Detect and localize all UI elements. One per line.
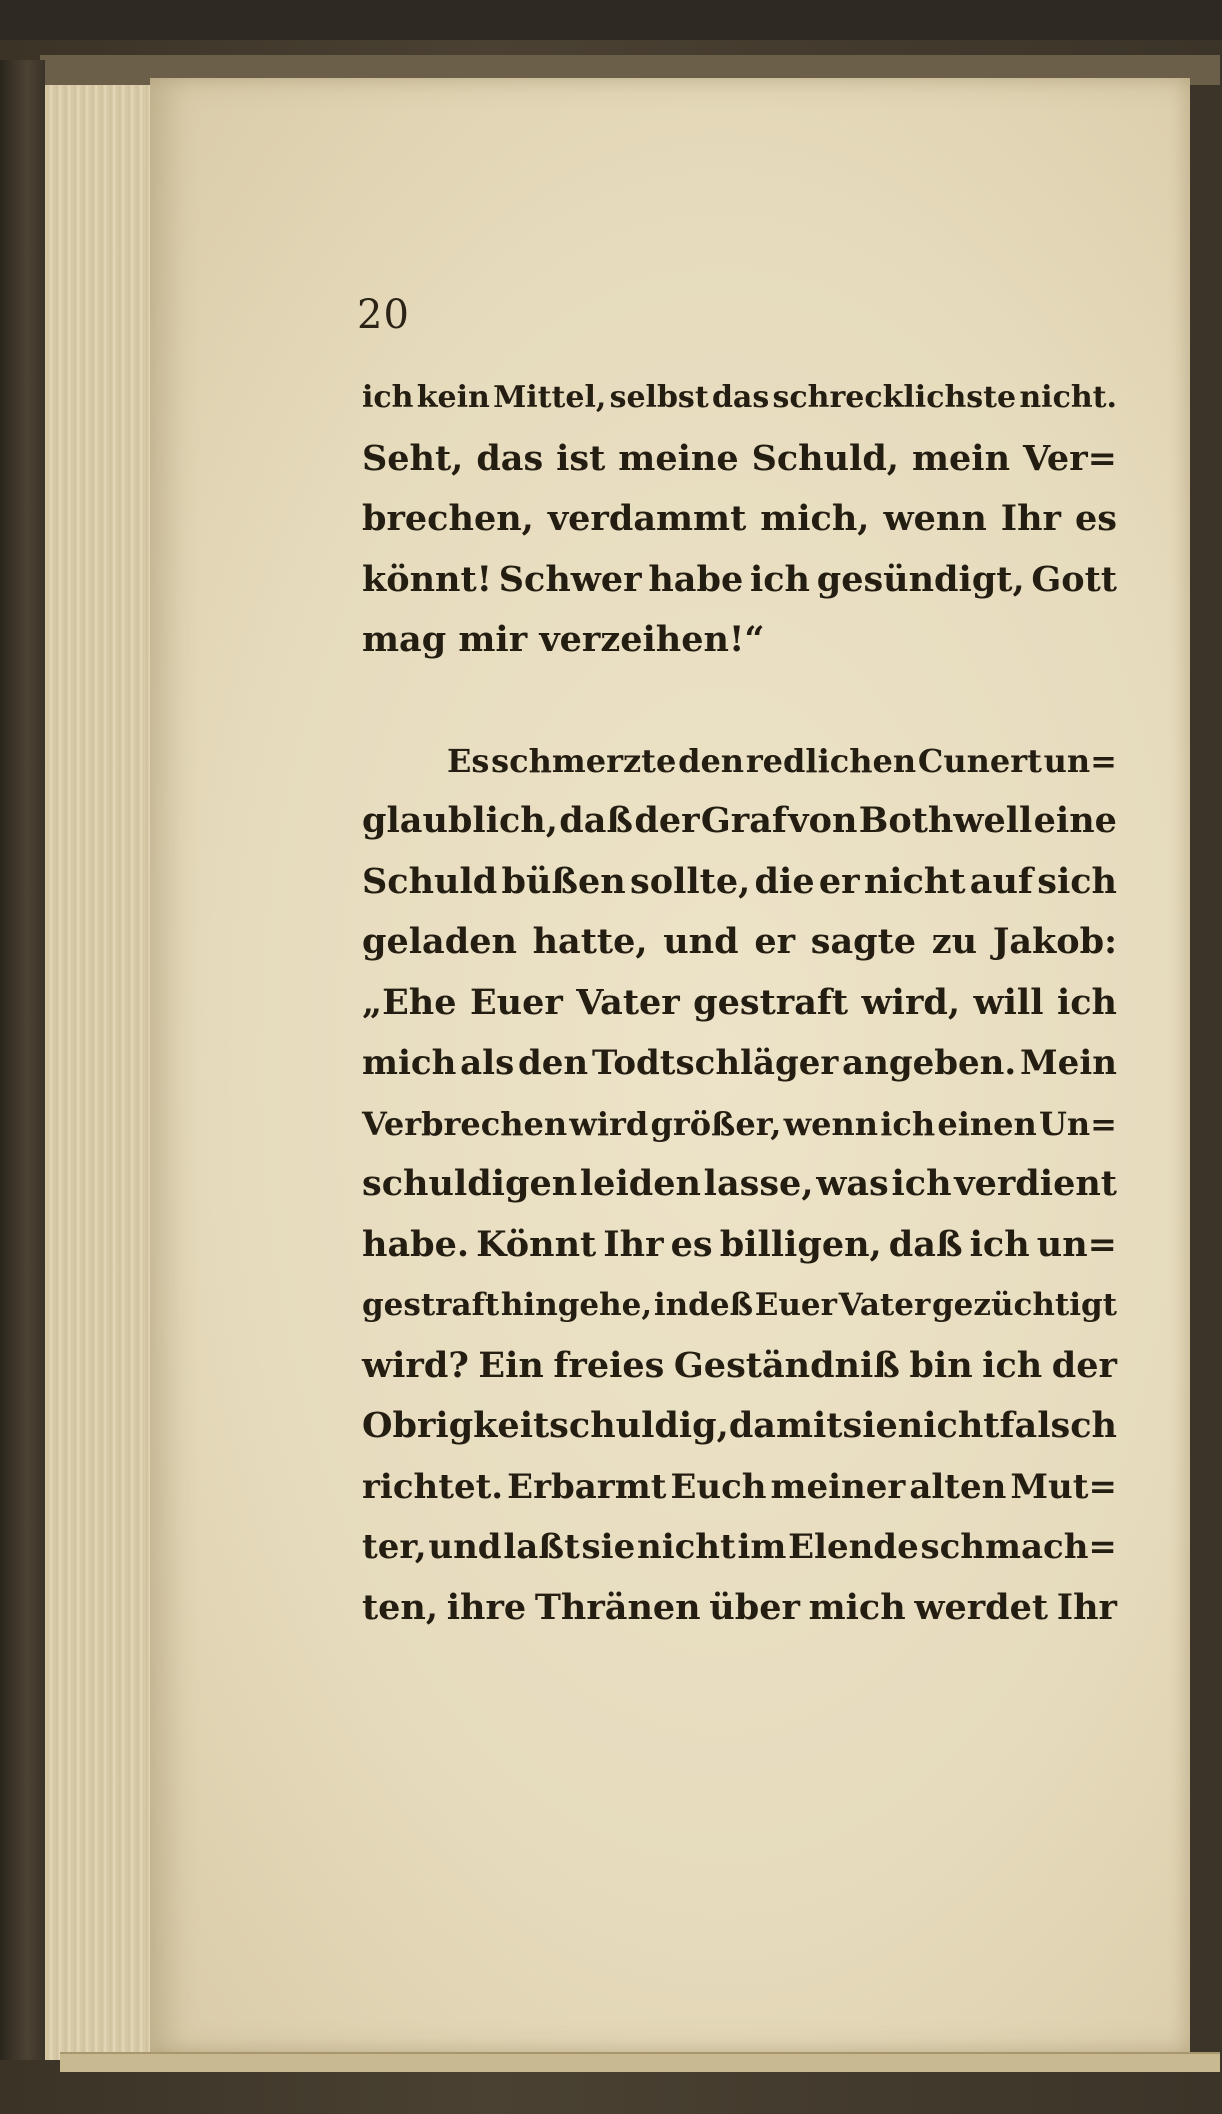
word: der [1051, 1344, 1117, 1386]
text-line [362, 912, 1117, 973]
text-line [362, 1396, 1117, 1457]
word: ihre [446, 1586, 527, 1628]
word: und [663, 921, 739, 962]
word: Erbarmt [507, 1466, 667, 1507]
word: er [818, 860, 860, 902]
word: billigen, [719, 1223, 882, 1265]
word: kein [416, 380, 490, 415]
word: und [428, 1527, 502, 1567]
word: nicht [636, 1527, 736, 1567]
text-line: mag mir verzeihen!“ [362, 619, 765, 660]
word: Könnt [476, 1223, 597, 1265]
word: ter, [362, 1527, 427, 1567]
word: ich [749, 558, 810, 600]
page-bottom-edge [60, 2052, 1220, 2072]
word: nicht [897, 1405, 1000, 1446]
word: un= [1043, 741, 1117, 780]
word: brechen, [362, 498, 534, 539]
text-line [362, 368, 1117, 429]
word: wird? [362, 1344, 469, 1386]
word: das [476, 437, 544, 479]
word: Todtschläger [591, 1043, 839, 1083]
word: un= [1036, 1223, 1117, 1265]
word: Euer [469, 981, 563, 1023]
word: könnt! [362, 558, 493, 600]
word: daß [888, 1223, 963, 1265]
page-number: 20 [357, 292, 410, 338]
paragraph-gap [362, 671, 1117, 731]
text-line [362, 1457, 1117, 1518]
word: sie [581, 1527, 636, 1567]
text-line [362, 1215, 1117, 1276]
word: schuldigen [362, 1163, 578, 1204]
word: ich [969, 1223, 1030, 1265]
word: Es [447, 741, 490, 780]
word: der [634, 800, 700, 841]
word: schrecklichste [772, 380, 1017, 415]
word: habe. [362, 1223, 470, 1265]
word: Ver= [1022, 437, 1117, 479]
word: eine [1033, 800, 1117, 841]
word: angeben. [842, 1043, 1017, 1083]
word: wird [569, 1104, 649, 1143]
word: werdet [914, 1586, 1049, 1628]
word: Schuld, [751, 437, 899, 479]
word: will [973, 981, 1044, 1023]
word: Elende [788, 1527, 919, 1567]
word: „Ehe [362, 981, 457, 1023]
word: Mein [1020, 1043, 1117, 1083]
word: über [709, 1586, 800, 1628]
text-line [362, 1033, 1117, 1094]
text-line [362, 791, 1117, 852]
word: Obrigkeit [362, 1405, 550, 1446]
word: von [788, 800, 858, 841]
word: sagte [810, 921, 917, 962]
text-line [362, 1517, 1117, 1578]
word: Mut= [1010, 1466, 1117, 1507]
word: wenn [883, 498, 987, 539]
word: Un= [1039, 1104, 1117, 1143]
word: freies [553, 1344, 665, 1386]
word: wenn [783, 1104, 879, 1143]
page-text [362, 368, 1117, 1638]
book-spine [0, 60, 45, 2060]
text-line [362, 550, 1117, 611]
text-line [362, 429, 1117, 490]
word: büßen [501, 860, 626, 902]
text-line [362, 1275, 1117, 1336]
word: den [518, 1043, 589, 1083]
word: lasse, [703, 1163, 814, 1204]
word: gestraft [693, 981, 849, 1023]
word: als [460, 1043, 515, 1083]
page-edges [45, 85, 167, 2060]
word: schmach= [920, 1527, 1117, 1567]
word: auf [969, 860, 1033, 902]
word: einen [937, 1104, 1037, 1143]
word: Verbrechen [362, 1104, 568, 1143]
word: mich [808, 1586, 906, 1628]
word: sollte, [630, 860, 751, 902]
text-line [362, 973, 1117, 1034]
word: mich [362, 1043, 457, 1083]
word: Ihr [1000, 498, 1061, 539]
word: gesündigt, [816, 558, 1025, 600]
word: Ein [478, 1344, 544, 1386]
paragraph-1 [362, 368, 1117, 671]
word: richtet. [362, 1466, 504, 1507]
word: selbst [609, 380, 709, 415]
word: gestraft [362, 1287, 500, 1323]
word: meine [618, 437, 739, 479]
word: schuldig, [549, 1405, 729, 1446]
word: hatte, [532, 921, 648, 962]
word: Mittel, [493, 380, 607, 415]
word: ich [982, 1344, 1043, 1386]
word: Gott [1031, 558, 1117, 600]
word: schmerzte [491, 741, 677, 780]
word: verdient [954, 1163, 1117, 1204]
word: bin [909, 1344, 973, 1386]
word: was [816, 1163, 889, 1204]
word: habe [648, 558, 744, 600]
word: größer, [650, 1104, 782, 1143]
word: es [670, 1223, 713, 1265]
word: nicht. [1019, 380, 1117, 415]
word: ich [1056, 981, 1117, 1023]
word: sie [842, 1405, 898, 1446]
word: glaublich, [362, 800, 558, 841]
word: im [737, 1527, 787, 1567]
word: den [678, 741, 745, 780]
word: falsch [999, 1405, 1117, 1446]
word: Vater [838, 1287, 931, 1323]
word: hingehe, [500, 1287, 653, 1323]
word: ich [891, 1163, 952, 1204]
word: daß [559, 800, 633, 841]
word: Seht, [362, 437, 464, 479]
text-line [362, 852, 1117, 913]
word: damit [728, 1405, 843, 1446]
word: das [711, 380, 770, 415]
word: Vater [576, 981, 680, 1023]
word: Thränen [534, 1586, 701, 1628]
word: ten, [362, 1586, 439, 1628]
word: Ihr [1056, 1586, 1117, 1628]
word: mein [911, 437, 1011, 479]
word: mich, [760, 498, 870, 539]
word: nicht [863, 860, 966, 902]
text-line [362, 489, 1117, 550]
word: Jakob: [992, 921, 1117, 962]
word: ich [880, 1104, 936, 1143]
word: geladen [362, 921, 517, 962]
word: sich [1037, 860, 1117, 902]
word: redlichen [745, 741, 917, 780]
word: Euer [754, 1287, 837, 1323]
word: zu [931, 921, 978, 962]
word: die [754, 860, 815, 902]
word: leiden [579, 1163, 701, 1204]
word: laßt [503, 1527, 580, 1567]
text-line [362, 1154, 1117, 1215]
word: Geständniß [673, 1344, 900, 1386]
word: indeß [653, 1287, 754, 1323]
text-line [362, 731, 1117, 792]
word: es [1074, 498, 1117, 539]
text-line [362, 1578, 1117, 1639]
word: ist [556, 437, 606, 479]
word: Bothwell [858, 800, 1033, 841]
word: alten [909, 1466, 1007, 1507]
word: er [754, 921, 796, 962]
word: Ihr [603, 1223, 664, 1265]
word: Schwer [498, 558, 642, 600]
word: Cunert [917, 741, 1042, 780]
text-line [362, 1336, 1117, 1397]
word: Graf [700, 800, 787, 841]
text-line [362, 1094, 1117, 1155]
word: gezüchtigt [931, 1287, 1117, 1323]
word: meiner [770, 1466, 906, 1507]
word: Euch [670, 1466, 767, 1507]
word: verdammt [547, 498, 747, 539]
word: wird, [861, 981, 961, 1023]
paragraph-2 [362, 731, 1117, 1639]
word: ich [362, 380, 414, 415]
word: Schuld [362, 860, 498, 902]
